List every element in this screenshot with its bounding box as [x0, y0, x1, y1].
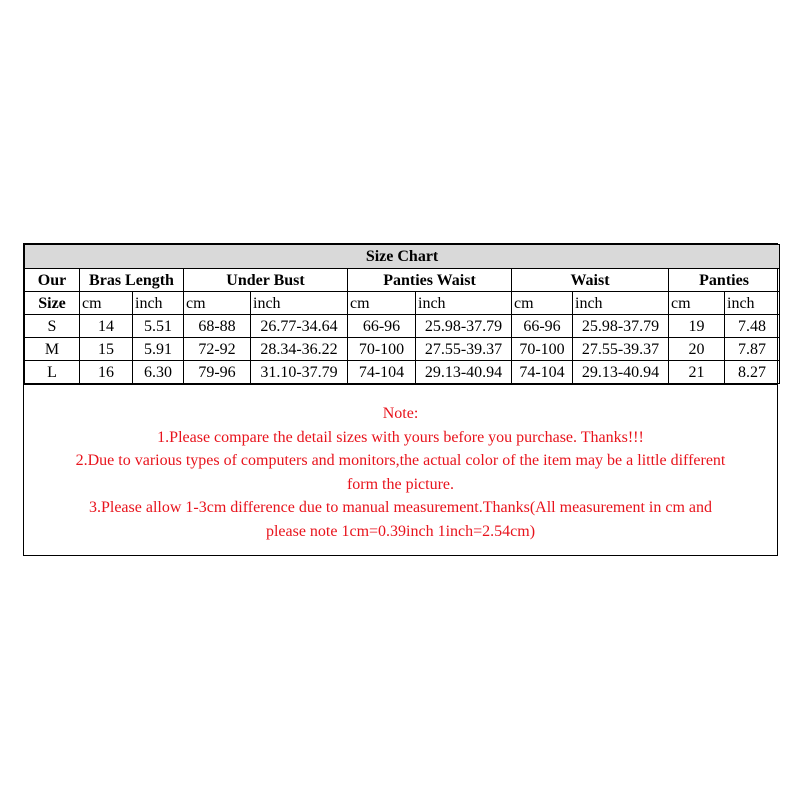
table-row: [25, 315, 780, 338]
table-cell: 16: [80, 361, 133, 384]
group-header-waist: Waist: [512, 269, 669, 292]
group-header-under-bust: Under Bust: [184, 269, 348, 292]
unit-header: inch: [251, 292, 348, 315]
table-cell: 29.13-40.94: [573, 361, 669, 384]
unit-header: cm: [80, 292, 133, 315]
table-cell: 5.51: [133, 315, 184, 338]
table-cell: 6.30: [133, 361, 184, 384]
notes-section: [24, 384, 777, 553]
table-cell: 66-96: [512, 315, 573, 338]
unit-header: cm: [669, 292, 725, 315]
unit-header: cm: [348, 292, 416, 315]
unit-header: cm: [512, 292, 573, 315]
table-cell: 79-96: [184, 361, 251, 384]
table-cell: 20: [669, 338, 725, 361]
table-cell: 21: [669, 361, 725, 384]
table-cell: 8.27: [725, 361, 780, 384]
size-label: M: [25, 338, 80, 361]
table-cell: 28.34-36.22: [251, 338, 348, 361]
unit-header: cm: [184, 292, 251, 315]
table-cell: 7.87: [725, 338, 780, 361]
size-table: [24, 244, 780, 384]
table-row: [25, 361, 780, 384]
table-cell: 72-92: [184, 338, 251, 361]
table-cell: 70-100: [348, 338, 416, 361]
table-cell: 31.10-37.79: [251, 361, 348, 384]
table-cell: 74-104: [348, 361, 416, 384]
size-label: S: [25, 315, 80, 338]
table-cell: 68-88: [184, 315, 251, 338]
note-line: 1.Please compare the detail sizes with yours before you purchase. Thanks!!!: [157, 428, 644, 446]
table-cell: 15: [80, 338, 133, 361]
table-cell: 25.98-37.79: [416, 315, 512, 338]
note-line: 3.Please allow 1-3cm difference due to manual measurement.Thanks(All measurement in cm and: [88, 499, 713, 516]
unit-header: inch: [725, 292, 780, 315]
table-cell: 70-100: [512, 338, 573, 361]
table-cell: 14: [80, 315, 133, 338]
group-header-bras-length: Bras Length: [80, 269, 184, 292]
table-cell: 25.98-37.79: [573, 315, 669, 338]
table-cell: 66-96: [348, 315, 416, 338]
table-cell: 19: [669, 315, 725, 338]
our-size-header-top: Our: [25, 269, 80, 292]
note-line: 2.Due to various types of computers and monitors,the actual color of the item may be a little different: [75, 452, 726, 469]
unit-header: inch: [133, 292, 184, 315]
size-label: L: [25, 361, 80, 384]
our-size-header-bottom: Size: [25, 292, 80, 315]
table-cell: 29.13-40.94: [416, 361, 512, 384]
table-cell: 5.91: [133, 338, 184, 361]
chart-title: Size Chart: [25, 245, 780, 269]
table-row: [25, 338, 780, 361]
group-header-panties-waist: Panties Waist: [348, 269, 512, 292]
table-cell: 74-104: [512, 361, 573, 384]
table-cell: 27.55-39.37: [416, 338, 512, 361]
unit-header: inch: [416, 292, 512, 315]
note-line: form the picture.: [346, 475, 455, 493]
note-heading: Note:: [382, 405, 419, 422]
group-header-panties: Panties: [669, 269, 780, 292]
note-line: please note 1cm=0.39inch 1inch=2.54cm): [265, 522, 536, 540]
table-cell: 7.48: [725, 315, 780, 338]
unit-header: inch: [573, 292, 669, 315]
table-cell: 27.55-39.37: [573, 338, 669, 361]
table-cell: 26.77-34.64: [251, 315, 348, 338]
size-chart: [23, 243, 778, 556]
